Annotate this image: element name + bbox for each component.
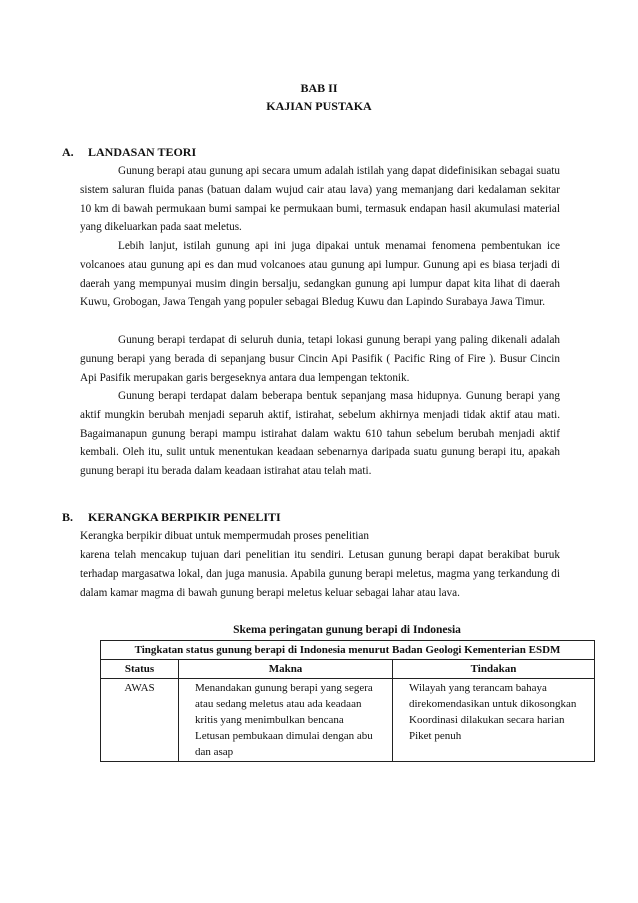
column-status: Status <box>101 660 179 679</box>
tindakan-item-1: Wilayah yang terancam bahaya direkomendasikan untuk dikosongkan <box>409 682 577 710</box>
warning-status-table <box>100 640 595 762</box>
cell-makna <box>179 679 393 762</box>
tindakan-item-2: Koordinasi dilakukan secara harian <box>409 714 565 726</box>
table-row <box>101 679 595 762</box>
section-b-heading <box>62 510 281 525</box>
section-b-number: B. <box>62 510 74 524</box>
table-column-row <box>101 660 595 679</box>
section-b-paragraph-1: Kerangka berpikir dibuat untuk mempermudah proses penelitian <box>80 530 369 542</box>
table-header-row <box>101 641 595 660</box>
section-a-title: LANDASAN TEORI <box>88 145 197 159</box>
section-a-paragraph-3: Gunung berapi terdapat di seluruh dunia, tetapi lokasi gunung berapi yang paling dikenali adalah gunung berapi yang berada di sepanjang busur Cincin Api Pasifik ( Pacific Ring of Fire ). Busur Cincin Api Pasifik merupakan garis bergeseknya antara dua lempengan tektonik. <box>80 334 560 384</box>
chapter-title: KAJIAN PUSTAKA <box>266 99 372 113</box>
table-header: Tingkatan status gunung berapi di Indonesia menurut Badan Geologi Kementerian ESDM <box>101 641 595 660</box>
table-caption: Skema peringatan gunung berapi di Indonesia <box>233 624 461 636</box>
column-tindakan: Tindakan <box>393 660 595 679</box>
section-a-number: A. <box>62 145 74 159</box>
cell-status: AWAS <box>101 679 179 762</box>
section-a-paragraph-2: Lebih lanjut, istilah gunung api ini juga dipakai untuk menamai fenomena pembentukan ice volcanoes atau gunung api es dan mud volcanoes atau gunung api lumpur. Gunung api es biasa terjadi di daerah yang mempunyai musim dingin bersalju, sedangkan gunung api lumpur dapat kita lihat di daerah Kuwu, Grobogan, Jawa Tengah yang populer sebagai Bledug Kuwu dan Lapindo Surabaya Jawa Timur. <box>80 240 560 309</box>
makna-item-1: Menandakan gunung berapi yang segera atau sedang meletus atau ada keadaan kritis yang menimbulkan bencana <box>195 682 373 726</box>
column-makna: Makna <box>179 660 393 679</box>
chapter-number: BAB II <box>300 81 338 95</box>
section-b-title: KERANGKA BERPIKIR PENELITI <box>88 510 281 524</box>
section-b-paragraph-2: karena telah mencakup tujuan dari penelitian itu sendiri. Letusan gunung berapi dapat berakibat buruk terhadap margasatwa lokal, dan juga manusia. Apabila gunung berapi meletus, magma yang terkandung di dalam kamar magma di bawah gunung berapi meletus keluar sebagai lahar atau lava. <box>80 549 560 599</box>
section-a-paragraph-4: Gunung berapi terdapat dalam beberapa bentuk sepanjang masa hidupnya. Gunung berapi yang aktif mungkin berubah menjadi separuh aktif, istirahat, sebelum akhirnya menjadi tidak aktif atau mati. Bagaimanapun gunung berapi mampu istirahat dalam waktu 610 tahun sebelum berubah menjadi aktif kembali. Oleh itu, sulit untuk menentukan keadaan sebenarnya daripada suatu gunung berapi itu, apakah gunung berapi itu berada dalam keadaan istirahat atau telah mati. <box>80 390 560 478</box>
makna-item-2: Letusan pembukaan dimulai dengan abu dan asap <box>195 730 373 758</box>
tindakan-item-3: Piket penuh <box>409 730 462 742</box>
section-a-heading <box>62 145 196 160</box>
cell-tindakan <box>393 679 595 762</box>
section-a-paragraph-1: Gunung berapi atau gunung api secara umum adalah istilah yang dapat didefinisikan sebagai suatu sistem saluran fluida panas (batuan dalam wujud cair atau lava) yang memanjang dari kedalaman sekitar 10 km di bawah permukaan bumi sampai ke permukaan bumi, termasuk endapan hasil akumulasi material yang dikeluarkan pada saat meletus. <box>80 165 560 234</box>
